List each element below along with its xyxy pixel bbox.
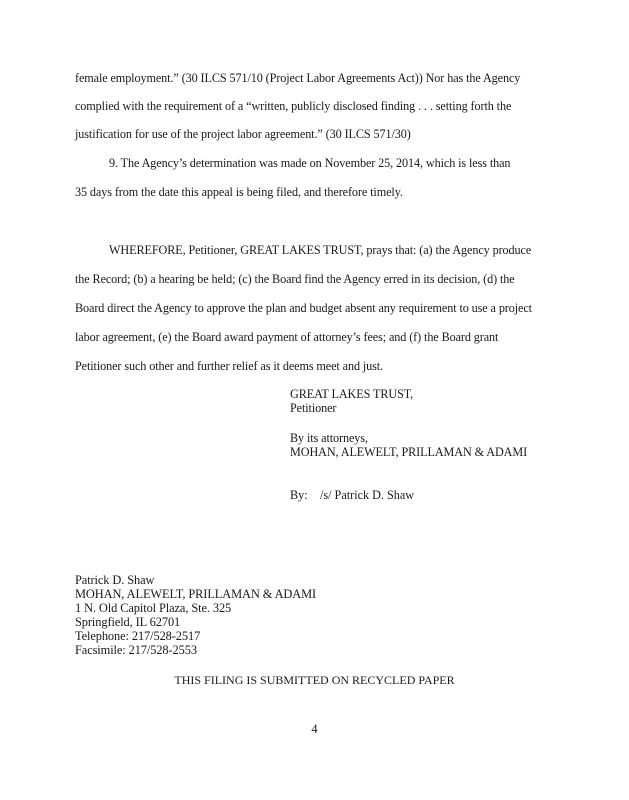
recycled-paper-notice: THIS FILING IS SUBMITTED ON RECYCLED PAPER [174,673,455,687]
signature-by-attorneys: By its attorneys, [290,431,368,445]
signature-party: GREAT LAKES TRUST, [290,387,414,401]
wherefore-line-1: WHEREFORE, Petitioner, GREAT LAKES TRUST, prays that: (a) the Agency produce [109,243,532,257]
page-number: 4 [311,722,318,736]
contact-facsimile: Facsimile: 217/528-2553 [75,643,197,657]
contact-street: 1 N. Old Capitol Plaza, Ste. 325 [75,601,232,615]
body-line-2: complied with the requirement of a “written, publicly disclosed finding . . . setting forth the [75,99,512,113]
signature-by-label: By: [290,488,308,502]
paragraph-9-line-2: 35 days from the date this appeal is being filed, and therefore timely. [75,185,403,199]
wherefore-line-5: Petitioner such other and further relief as it deems meet and just. [75,359,384,373]
contact-firm: MOHAN, ALEWELT, PRILLAMAN & ADAMI [75,587,317,601]
signature-role: Petitioner [290,401,337,415]
wherefore-line-4: labor agreement, (e) the Board award payment of attorney’s fees; and (f) the Board grant [75,330,499,344]
contact-name: Patrick D. Shaw [75,573,155,587]
wherefore-line-3: Board direct the Agency to approve the plan and budget absent any requirement to use a project [75,301,532,315]
wherefore-line-2: the Record; (b) a hearing be held; (c) the Board find the Agency erred in its decision, (d) the [75,272,515,286]
paragraph-9-line-1: 9. The Agency’s determination was made on November 25, 2014, which is less than [109,156,511,170]
contact-city: Springfield, IL 62701 [75,615,181,629]
body-line-3: justification for use of the project labor agreement.” (30 ILCS 571/30) [75,127,411,141]
signature-signer: /s/ Patrick D. Shaw [320,488,415,502]
contact-telephone: Telephone: 217/528-2517 [75,629,201,643]
signature-firm: MOHAN, ALEWELT, PRILLAMAN & ADAMI [290,445,528,459]
body-line-1: female employment.” (30 ILCS 571/10 (Project Labor Agreements Act)) Nor has the Agency [75,71,521,85]
